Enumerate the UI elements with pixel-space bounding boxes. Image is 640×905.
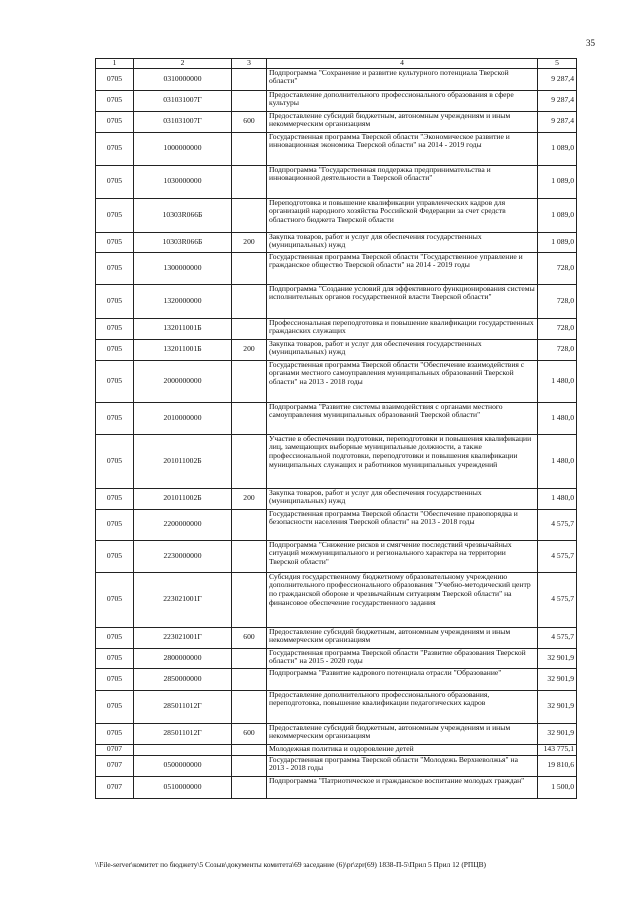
section-code-cell: 0705 bbox=[96, 165, 134, 198]
section-code-cell: 0705 bbox=[96, 111, 134, 132]
table-row bbox=[96, 232, 577, 252]
target-article-cell: 2800000000 bbox=[134, 648, 232, 668]
table-row bbox=[96, 648, 577, 668]
target-article-cell: 1030000000 bbox=[134, 165, 232, 198]
expense-type-cell: 600 bbox=[232, 723, 267, 744]
section-code-cell: 0705 bbox=[96, 648, 134, 668]
description-cell: Государственная программа Тверской области "Экономическое развитие и инновационная экономика Тверской области" на 2014 - 2019 годы bbox=[267, 132, 538, 165]
amount-cell: 4 575,7 bbox=[538, 572, 577, 627]
section-code-cell: 0705 bbox=[96, 339, 134, 360]
table-row bbox=[96, 90, 577, 111]
description-cell: Закупка товаров, работ и услуг для обеспечения государственных (муниципальных) нужд bbox=[267, 232, 538, 252]
expense-type-cell bbox=[232, 509, 267, 540]
target-article-cell: 0510000000 bbox=[134, 776, 232, 798]
section-code-cell: 0705 bbox=[96, 284, 134, 318]
target-article-cell: 223021001Г bbox=[134, 572, 232, 627]
expense-type-cell bbox=[232, 318, 267, 339]
amount-cell: 143 775,1 bbox=[538, 744, 577, 755]
amount-cell: 1 089,0 bbox=[538, 165, 577, 198]
table-row bbox=[96, 668, 577, 690]
description-cell: Подпрограмма "Развитие кадрового потенциала отрасли "Образование" bbox=[267, 668, 538, 690]
table-row bbox=[96, 744, 577, 755]
section-code-cell: 0705 bbox=[96, 360, 134, 402]
description-cell: Участие в обеспечении подготовки, переподготовки и повышения квалификации лиц, замещающих выборные муниципальные должности, а также профессиональной подготовки, переподготовки и повышения квалификации муниципальных служащих и работников муниципальных учреждений bbox=[267, 434, 538, 488]
target-article-cell: 132011001Б bbox=[134, 318, 232, 339]
description-cell: Подпрограмма "Развитие системы взаимодействия с органами местного самоуправления муниципальных образований Тверской области" bbox=[267, 402, 538, 434]
target-article-cell: 201011002Б bbox=[134, 488, 232, 509]
target-article-cell: 1320000000 bbox=[134, 284, 232, 318]
amount-cell: 728,0 bbox=[538, 318, 577, 339]
amount-cell: 32 901,9 bbox=[538, 668, 577, 690]
target-article-cell: 0310000000 bbox=[134, 68, 232, 90]
expense-type-cell bbox=[232, 540, 267, 572]
section-code-cell: 0705 bbox=[96, 723, 134, 744]
target-article-cell: 132011001Б bbox=[134, 339, 232, 360]
table-row bbox=[96, 690, 577, 723]
target-article-cell: 201011002Б bbox=[134, 434, 232, 488]
target-article-cell: 0500000000 bbox=[134, 755, 232, 776]
table-row bbox=[96, 198, 577, 232]
amount-cell: 4 575,7 bbox=[538, 540, 577, 572]
expense-type-cell: 600 bbox=[232, 111, 267, 132]
expense-type-cell bbox=[232, 776, 267, 798]
description-cell: Подпрограмма "Государственная поддержка предпринимательства и инновационной деятельности в Тверской области" bbox=[267, 165, 538, 198]
table-row bbox=[96, 776, 577, 798]
description-cell: Государственная программа Тверской области "Обеспечение правопорядка и безопасности населения Тверской области" на 2013 - 2018 годы bbox=[267, 509, 538, 540]
table-row bbox=[96, 723, 577, 744]
amount-cell: 32 901,9 bbox=[538, 648, 577, 668]
amount-cell: 4 575,7 bbox=[538, 509, 577, 540]
expense-type-cell bbox=[232, 434, 267, 488]
description-cell: Подпрограмма "Создание условий для эффективного функционирования системы исполнительных органов государственной власти Тверской области" bbox=[267, 284, 538, 318]
table-row bbox=[96, 572, 577, 627]
description-cell: Государственная программа Тверской области "Государственное управление и гражданское общество Тверской области" на 2014 - 2019 годы bbox=[267, 252, 538, 284]
description-cell: Государственная программа Тверской области "Обеспечение взаимодействия с органами местного самоуправления муниципальных образований Тверской области" на 2013 - 2018 годы bbox=[267, 360, 538, 402]
section-code-cell: 0705 bbox=[96, 90, 134, 111]
section-code-cell: 0705 bbox=[96, 198, 134, 232]
target-article-cell: 285011012Г bbox=[134, 723, 232, 744]
description-cell: Профессиональная переподготовка и повышение квалификации государственных гражданских служащих bbox=[267, 318, 538, 339]
description-cell: Закупка товаров, работ и услуг для обеспечения государственных (муниципальных) нужд bbox=[267, 488, 538, 509]
table-row bbox=[96, 318, 577, 339]
amount-cell: 1 480,0 bbox=[538, 402, 577, 434]
section-code-cell: 0705 bbox=[96, 690, 134, 723]
section-code-cell: 0705 bbox=[96, 627, 134, 648]
expense-type-cell bbox=[232, 668, 267, 690]
target-article-cell: 223021001Г bbox=[134, 627, 232, 648]
section-code-cell: 0705 bbox=[96, 252, 134, 284]
expense-type-cell bbox=[232, 68, 267, 90]
section-code-cell: 0705 bbox=[96, 540, 134, 572]
header-cell: 4 bbox=[267, 59, 538, 69]
amount-cell: 32 901,9 bbox=[538, 723, 577, 744]
section-code-cell: 0705 bbox=[96, 68, 134, 90]
target-article-cell: 2000000000 bbox=[134, 360, 232, 402]
description-cell: Молодежная политика и оздоровление детей bbox=[267, 744, 538, 755]
header-cell: 3 bbox=[232, 59, 267, 69]
expense-type-cell bbox=[232, 402, 267, 434]
section-code-cell: 0705 bbox=[96, 668, 134, 690]
expense-type-cell: 200 bbox=[232, 232, 267, 252]
description-cell: Подпрограмма "Сохранение и развитие культурного потенциала Тверской области" bbox=[267, 68, 538, 90]
description-cell: Государственная программа Тверской области "Молодежь Верхневолжья" на 2013 - 2018 годы bbox=[267, 755, 538, 776]
section-code-cell: 0705 bbox=[96, 402, 134, 434]
amount-cell: 1 089,0 bbox=[538, 132, 577, 165]
amount-cell: 1 500,0 bbox=[538, 776, 577, 798]
description-cell: Государственная программа Тверской области "Развитие образования Тверской области" на 2015 - 2020 годы bbox=[267, 648, 538, 668]
table-header-row bbox=[96, 59, 577, 69]
table-row bbox=[96, 434, 577, 488]
expense-type-cell bbox=[232, 252, 267, 284]
table-row bbox=[96, 111, 577, 132]
section-code-cell: 0707 bbox=[96, 755, 134, 776]
description-cell: Закупка товаров, работ и услуг для обеспечения государственных (муниципальных) нужд bbox=[267, 339, 538, 360]
expense-type-cell bbox=[232, 744, 267, 755]
target-article-cell: 1000000000 bbox=[134, 132, 232, 165]
amount-cell: 1 089,0 bbox=[538, 198, 577, 232]
table-row bbox=[96, 165, 577, 198]
expense-type-cell: 600 bbox=[232, 627, 267, 648]
description-cell: Переподготовка и повышение квалификации управленческих кадров для организаций народного хозяйства Российской Федерации за счет средств областного бюджета Тверской области bbox=[267, 198, 538, 232]
amount-cell: 728,0 bbox=[538, 339, 577, 360]
target-article-cell: 2850000000 bbox=[134, 668, 232, 690]
table-row bbox=[96, 132, 577, 165]
table-row bbox=[96, 402, 577, 434]
description-cell: Предоставление субсидий бюджетным, автономным учреждениям и иным некоммерческим организациям bbox=[267, 723, 538, 744]
target-article-cell: 1300000000 bbox=[134, 252, 232, 284]
description-cell: Субсидия государственному бюджетному образовательному учреждению дополнительного профессионального образования "Учебно-методический центр по гражданской обороне и чрезвычайным ситуациям Тверской области" на финансовое обеспечение государственного задания bbox=[267, 572, 538, 627]
table-row bbox=[96, 627, 577, 648]
amount-cell: 9 287,4 bbox=[538, 90, 577, 111]
expense-type-cell bbox=[232, 165, 267, 198]
amount-cell: 728,0 bbox=[538, 284, 577, 318]
target-article-cell: 2230000000 bbox=[134, 540, 232, 572]
table-row bbox=[96, 509, 577, 540]
target-article-cell: 285011012Г bbox=[134, 690, 232, 723]
target-article-cell: 10303R066Б bbox=[134, 232, 232, 252]
section-code-cell: 0705 bbox=[96, 132, 134, 165]
header-cell: 2 bbox=[134, 59, 232, 69]
description-cell: Подпрограмма "Патриотическое и гражданское воспитание молодых граждан" bbox=[267, 776, 538, 798]
expense-type-cell bbox=[232, 360, 267, 402]
amount-cell: 4 575,7 bbox=[538, 627, 577, 648]
expense-type-cell bbox=[232, 284, 267, 318]
amount-cell: 9 287,4 bbox=[538, 68, 577, 90]
section-code-cell: 0705 bbox=[96, 232, 134, 252]
expense-type-cell bbox=[232, 572, 267, 627]
expense-type-cell: 200 bbox=[232, 488, 267, 509]
section-code-cell: 0705 bbox=[96, 509, 134, 540]
amount-cell: 1 480,0 bbox=[538, 360, 577, 402]
amount-cell: 1 480,0 bbox=[538, 488, 577, 509]
page-number: 35 bbox=[586, 38, 595, 48]
section-code-cell: 0707 bbox=[96, 776, 134, 798]
expense-type-cell bbox=[232, 132, 267, 165]
target-article-cell: 2010000000 bbox=[134, 402, 232, 434]
table-row bbox=[96, 755, 577, 776]
amount-cell: 728,0 bbox=[538, 252, 577, 284]
section-code-cell: 0705 bbox=[96, 572, 134, 627]
section-code-cell: 0705 bbox=[96, 318, 134, 339]
target-article-cell: 10303R066Б bbox=[134, 198, 232, 232]
expense-type-cell bbox=[232, 198, 267, 232]
description-cell: Предоставление субсидий бюджетным, автономным учреждениям и иным некоммерческим организациям bbox=[267, 111, 538, 132]
table-row bbox=[96, 488, 577, 509]
header-cell: 1 bbox=[96, 59, 134, 69]
section-code-cell: 0707 bbox=[96, 744, 134, 755]
description-cell: Подпрограмма "Снижение рисков и смягчение последствий чрезвычайных ситуаций межмуниципального и регионального характера на территории Тверской области" bbox=[267, 540, 538, 572]
section-code-cell: 0705 bbox=[96, 434, 134, 488]
target-article-cell bbox=[134, 744, 232, 755]
description-cell: Предоставление субсидий бюджетным, автономным учреждениям и иным некоммерческим организациям bbox=[267, 627, 538, 648]
table-row bbox=[96, 252, 577, 284]
table-row bbox=[96, 540, 577, 572]
table-row bbox=[96, 360, 577, 402]
amount-cell: 19 810,6 bbox=[538, 755, 577, 776]
table-row bbox=[96, 68, 577, 90]
target-article-cell: 031031007Г bbox=[134, 90, 232, 111]
expense-type-cell: 200 bbox=[232, 339, 267, 360]
expense-type-cell bbox=[232, 690, 267, 723]
file-path-footer: \\File-server\комитет по бюджету\5 Созыв\документы комитета\69 заседание (6)\pr\zpr(69) 1838-П-5\Прил 5 Прил 12 (РПЦВ) bbox=[95, 860, 486, 869]
table-row bbox=[96, 339, 577, 360]
amount-cell: 1 480,0 bbox=[538, 434, 577, 488]
budget-table bbox=[95, 58, 577, 799]
description-cell: Предоставление дополнительного профессионального образования, переподготовка, повышение квалификации педагогических кадров bbox=[267, 690, 538, 723]
expense-type-cell bbox=[232, 755, 267, 776]
target-article-cell: 2200000000 bbox=[134, 509, 232, 540]
amount-cell: 1 089,0 bbox=[538, 232, 577, 252]
description-cell: Предоставление дополнительного профессионального образования в сфере культуры bbox=[267, 90, 538, 111]
expense-type-cell bbox=[232, 648, 267, 668]
section-code-cell: 0705 bbox=[96, 488, 134, 509]
target-article-cell: 031031007Г bbox=[134, 111, 232, 132]
amount-cell: 9 287,4 bbox=[538, 111, 577, 132]
table-row bbox=[96, 284, 577, 318]
expense-type-cell bbox=[232, 90, 267, 111]
header-cell: 5 bbox=[538, 59, 577, 69]
amount-cell: 32 901,9 bbox=[538, 690, 577, 723]
